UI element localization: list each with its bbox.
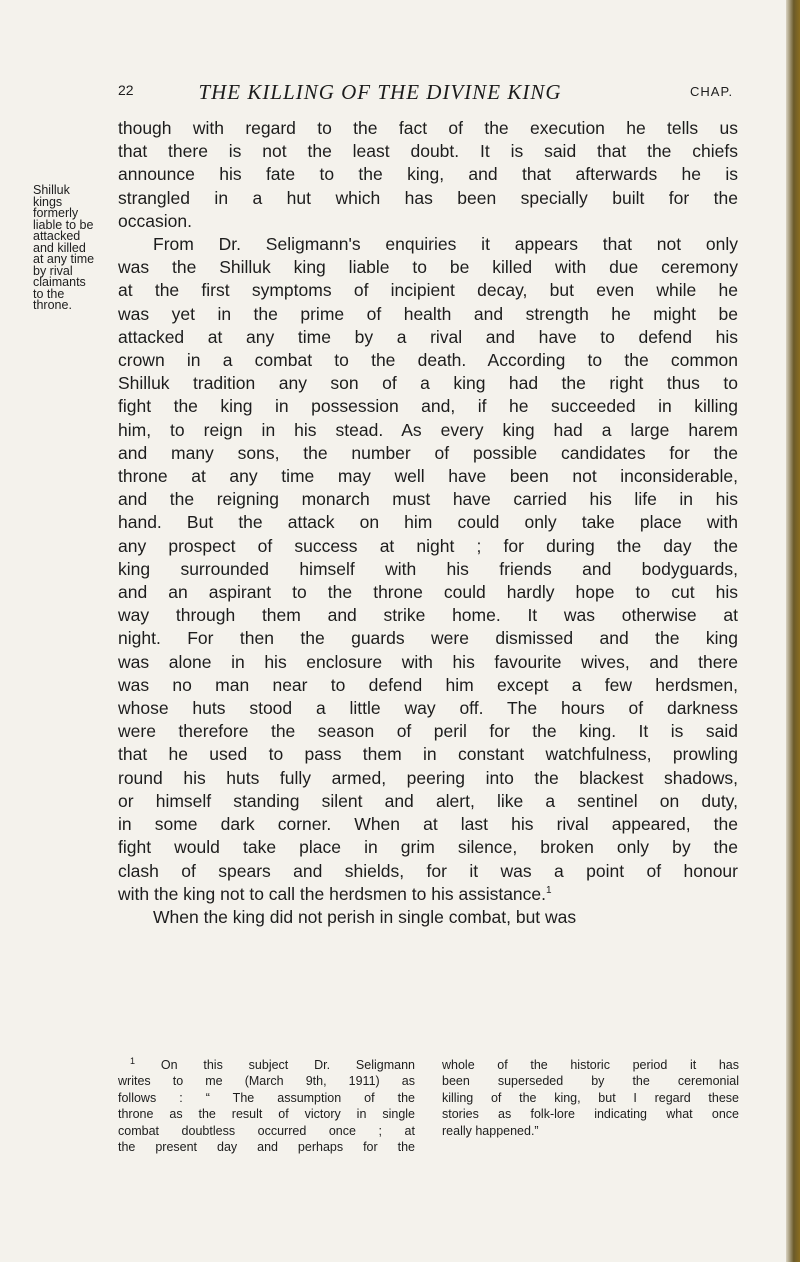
margin-note-line: claimants — [33, 275, 86, 289]
body-line: or himself standing silent and alert, like a sentinel on duty, — [118, 790, 738, 811]
footnote-line: the present day and perhaps for the — [118, 1140, 415, 1155]
body-line: fight the king in possession and, if he succeeded in killing — [118, 396, 738, 417]
margin-note — [33, 185, 113, 312]
body-line: was yet in the prime of health and strength he might be — [118, 303, 738, 324]
footnote-line: writes to me (March 9th, 1911) as — [118, 1074, 415, 1089]
footnote-line: really happened.” — [442, 1123, 539, 1138]
body-line: was the Shilluk king liable to be killed with due ceremony — [118, 257, 738, 278]
body-line: and an aspirant to the throne could hardly hope to cut his — [118, 582, 738, 603]
footnote-column-left — [118, 1057, 415, 1155]
body-line: king surrounded himself with his friends and bodyguards, — [118, 558, 738, 579]
body-line: fight would take place in grim silence, broken only by the — [118, 837, 738, 858]
body-line: throne at any time may well have been not inconsiderable, — [118, 466, 738, 487]
margin-note-line: throne. — [33, 298, 72, 312]
footnote-line: throne as the result of victory in single — [118, 1107, 415, 1122]
body-line: From Dr. Seligmann's enquiries it appears that not only — [153, 234, 738, 255]
footnote-column-right — [442, 1057, 739, 1139]
page-header — [0, 80, 800, 110]
body-line: whose huts stood a little way off. The hours of darkness — [118, 698, 738, 719]
body-line: though with regard to the fact of the execution he tells us — [118, 118, 738, 138]
body-line-text: with the king not to call the herdsmen to his assistance. — [118, 883, 547, 904]
footnote-line: killing of the king, but I regard these — [442, 1090, 739, 1105]
footnote-marker: 1 — [130, 1055, 136, 1066]
body-line: was alone in his enclosure with his favourite wives, and there — [118, 651, 738, 672]
footnote-line: follows : “ The assumption of the — [118, 1090, 415, 1105]
body-line: strangled in a hut which has been specially built for the — [118, 187, 738, 208]
body-text — [118, 117, 738, 929]
body-line: that there is not the least doubt. It is said that the chiefs — [118, 141, 738, 162]
body-line: attacked at any time by a rival and have to defend his — [118, 326, 738, 347]
body-line: was no man near to defend him except a few herdsmen, — [118, 674, 738, 695]
margin-note-line: Shilluk — [33, 183, 70, 197]
footnote-line: stories as folk-lore indicating what once — [442, 1107, 739, 1122]
margin-note-line: kings — [33, 194, 63, 209]
margin-note-line: at any time — [33, 252, 95, 266]
body-line: night. For then the guards were dismissed and the king — [118, 628, 738, 649]
body-line: him, to reign in his stead. As every king had a large harem — [118, 419, 738, 440]
margin-note-line: attacked — [33, 229, 81, 243]
body-line: round his huts fully armed, peering into the blackest shadows, — [118, 767, 738, 788]
body-line: any prospect of success at night ; for during the day the — [118, 535, 738, 556]
margin-note-line: formerly — [33, 206, 79, 220]
margin-note-line: by rival — [33, 263, 73, 278]
body-line: were therefore the season of peril for the king. It is said — [118, 721, 738, 742]
body-line: and many sons, the number of possible candidates for the — [118, 442, 738, 463]
body-line: Shilluk tradition any son of a king had the right thus to — [118, 373, 738, 394]
footnote-line: whole of the historic period it has — [442, 1058, 739, 1072]
body-line: When the king did not perish in single combat, but was — [153, 906, 577, 927]
margin-note-line: and killed — [33, 240, 86, 255]
body-line: at the first symptoms of incipient decay, but even while he — [118, 280, 738, 301]
footnote-reference: 1 — [546, 884, 552, 896]
body-line: clash of spears and shields, for it was a point of honour — [118, 860, 738, 881]
page-number: 22 — [118, 82, 134, 98]
footnote-line — [118, 1057, 415, 1073]
footnote-line-text: On this subject Dr. Seligmann — [160, 1058, 415, 1072]
body-line: that he used to pass them in constant watchfulness, prowling — [118, 744, 738, 765]
footnote-line: combat doubtless occurred once ; at — [118, 1123, 415, 1138]
running-title: THE KILLING OF THE DIVINE KING — [198, 80, 562, 104]
body-line — [118, 883, 738, 906]
body-line: way through them and strike home. It was otherwise at — [118, 605, 738, 626]
body-line: and the reigning monarch must have carried his life in his — [118, 489, 738, 510]
body-line: crown in a combat to the death. According to the common — [118, 350, 738, 371]
body-line: occasion. — [118, 210, 192, 231]
footnote-line: been superseded by the ceremonial — [442, 1074, 739, 1089]
body-line: hand. But the attack on him could only take place with — [118, 512, 738, 533]
body-line: announce his fate to the king, and that afterwards he is — [118, 164, 738, 185]
margin-note-line: to the — [33, 286, 65, 301]
margin-note-line: liable to be — [33, 217, 94, 232]
chapter-mark: CHAP. — [690, 84, 734, 99]
page-edge — [786, 0, 800, 1262]
body-line: in some dark corner. When at last his rival appeared, the — [118, 814, 738, 835]
